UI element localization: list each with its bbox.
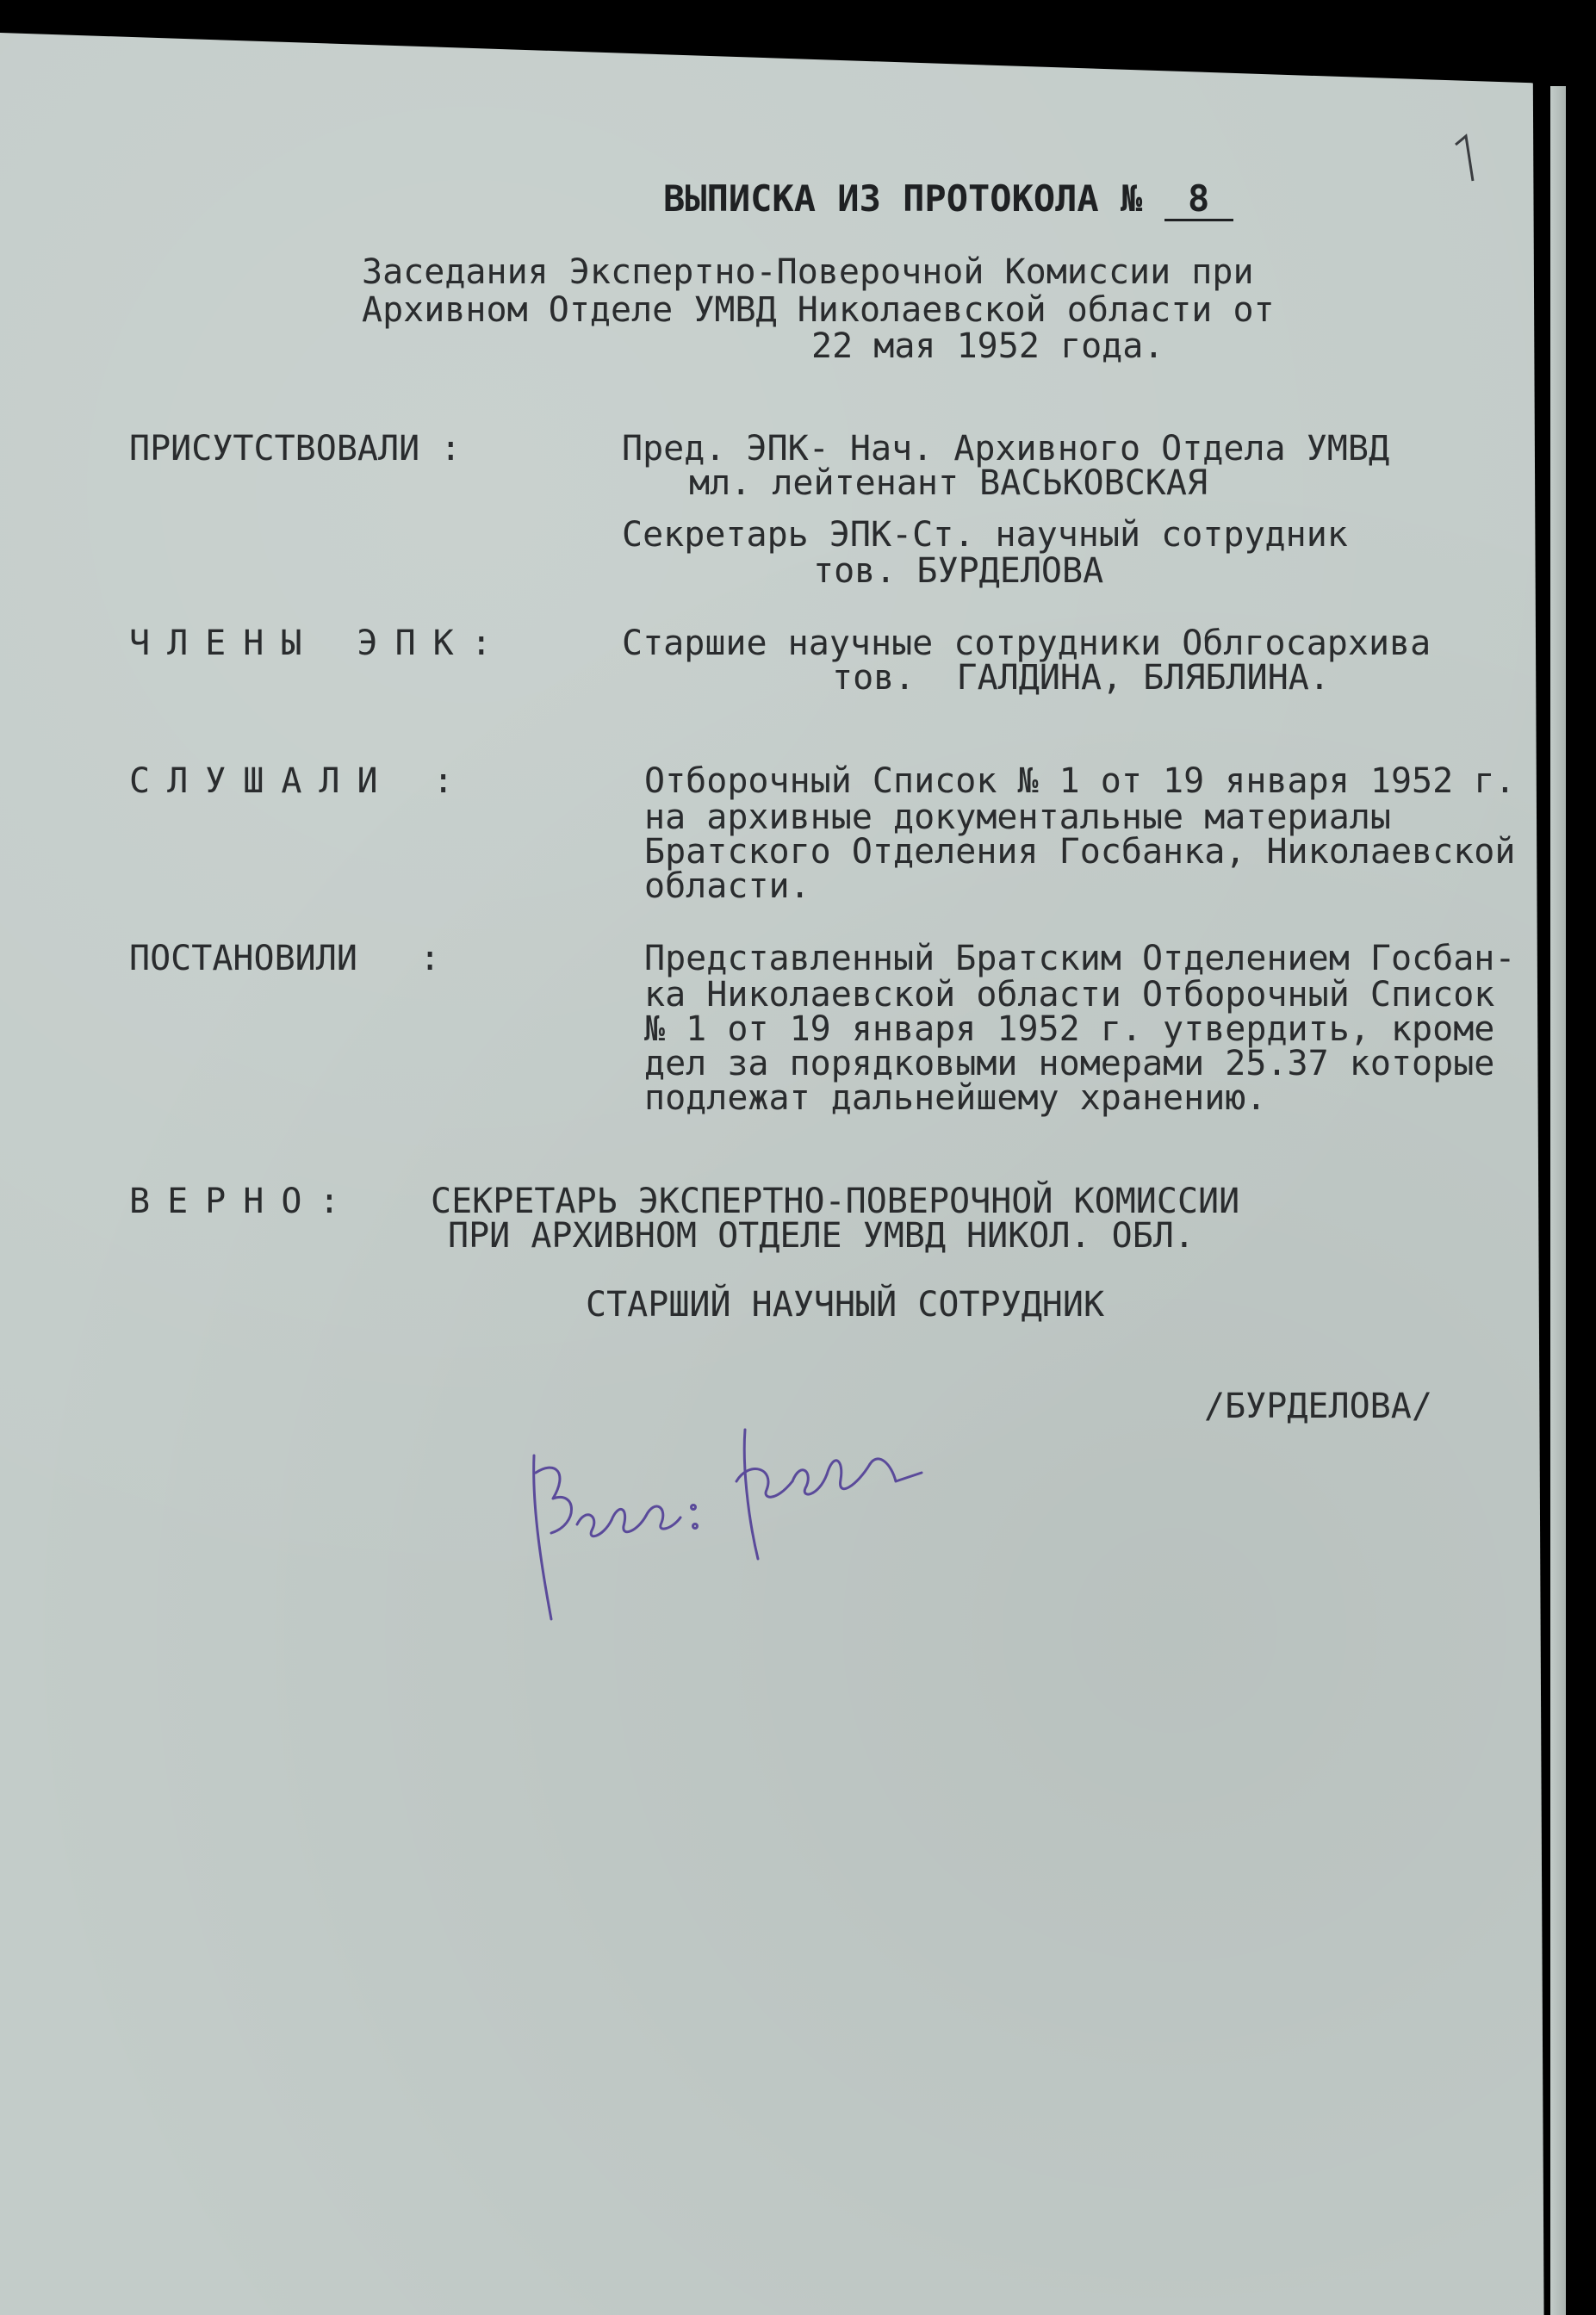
handwritten-signature: [517, 1378, 930, 1636]
subtitle-line-1: Заседания Экспертно-Поверочной Комиссии при: [362, 252, 1254, 292]
document-title: ВЫПИСКА ИЗ ПРОТОКОЛА № 8: [663, 179, 1233, 221]
protocol-number: 8: [1164, 179, 1233, 221]
resolved-line-4: дел за порядковыми номерами 25.37 которые: [644, 1044, 1495, 1083]
chair-line-2: мл. лейтенант ВАСЬКОВСКАЯ: [689, 463, 1208, 503]
certification-line-2: ПРИ АРХИВНОМ ОТДЕЛЕ УМВД НИКОЛ. ОБЛ.: [448, 1216, 1195, 1256]
subtitle-line-2: Архивном Отделе УМВД Николаевской области от: [362, 290, 1275, 330]
resolved-line-1: Представленный Братским Отделением Госбан-: [644, 939, 1516, 978]
chair-line-1: Пред. ЭПК- Нач. Архивного Отдела УМВД: [622, 429, 1390, 469]
present-label: ПРИСУТСТВОВАЛИ :: [129, 429, 462, 469]
heard-line-2: на архивные документальные материалы: [644, 798, 1391, 837]
subtitle-line-3: 22 мая 1952 года.: [811, 326, 1164, 366]
resolved-line-3: № 1 от 19 января 1952 г. утвердить, кроме: [644, 1009, 1495, 1049]
resolved-label: ПОСТАНОВИЛИ :: [129, 939, 441, 978]
secretary-line-2: тов. БУРДЕЛОВА: [813, 551, 1104, 591]
members-line-2: тов. ГАЛДИНА, БЛЯБЛИНА.: [832, 658, 1330, 698]
signatory-name: /БУРДЕЛОВА/: [1204, 1387, 1432, 1426]
heard-line-3: Братского Отделения Госбанка, Николаевской: [644, 832, 1516, 872]
resolved-line-2: ка Николаевской области Отборочный Список: [644, 975, 1495, 1015]
certification-line-1: СЕКРЕТАРЬ ЭКСПЕРТНО-ПОВЕРОЧНОЙ КОМИССИИ: [431, 1182, 1240, 1221]
certification-label: ВЕРНО:: [129, 1182, 357, 1221]
members-label: ЧЛЕНЫ ЭПК:: [129, 624, 509, 663]
page-edge: [1550, 86, 1566, 2315]
members-line-1: Старшие научные сотрудники Облгосархива: [622, 624, 1431, 663]
secretary-line-1: Секретарь ЭПК-Ст. научный сотрудник: [622, 515, 1348, 555]
document-page: [0, 33, 1566, 2315]
corner-handwritten-mark: [1447, 127, 1499, 188]
heard-line-4: области.: [644, 866, 810, 906]
resolved-line-5: подлежат дальнейшему хранению.: [644, 1078, 1267, 1118]
heard-label: СЛУШАЛИ :: [129, 761, 471, 801]
certification-position: СТАРШИЙ НАУЧНЫЙ СОТРУДНИК: [586, 1285, 1105, 1325]
heard-line-1: Отборочный Список № 1 от 19 января 1952 г.: [644, 761, 1516, 801]
